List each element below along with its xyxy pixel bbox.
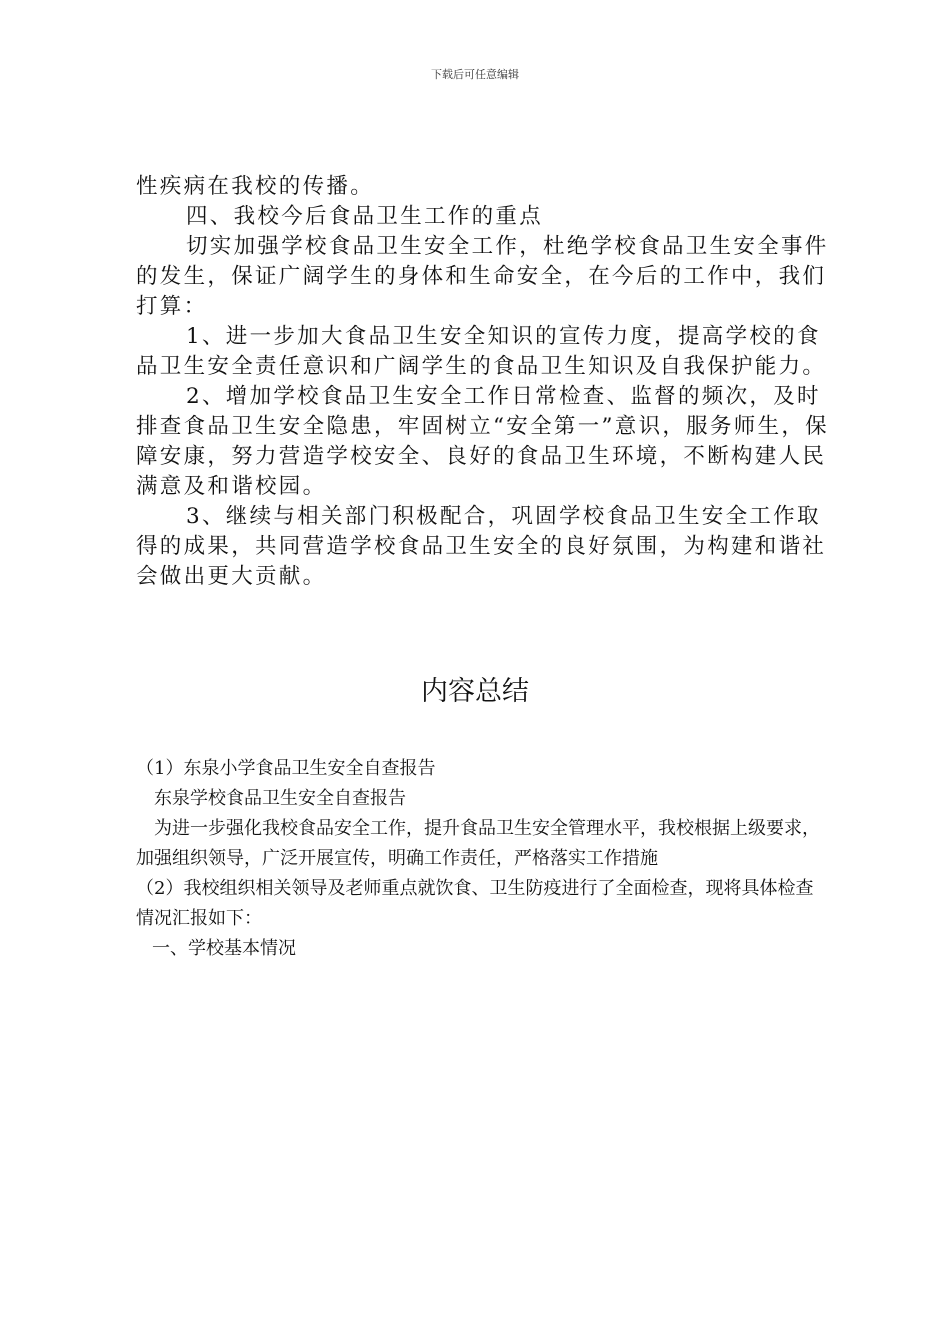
- summary-title: 内容总结: [421, 676, 529, 707]
- summary-body: [136, 754, 826, 964]
- summary-line-2: 东泉学校食品卫生安全自查报告: [154, 788, 406, 809]
- summary-line-1: （1）东泉小学食品卫生安全自查报告: [136, 758, 436, 779]
- list-item-3: 3、继续与相关部门积极配合，巩固学校食品卫生安全工作取得的成果，共同营造学校食品卫生安全的良好氛围，为构建和谐社会做出更大贡献。: [136, 504, 827, 589]
- body-text: [136, 172, 836, 592]
- page-header: 下载后可任意编辑: [431, 68, 519, 81]
- summary-line-5: 一、学校基本情况: [152, 938, 296, 959]
- paragraph-1: 性疾病在我校的传播。: [136, 174, 375, 199]
- list-item-1: 1、进一步加大食品卫生安全知识的宣传力度，提高学校的食品卫生安全责任意识和广阔学生的食品卫生知识及自我保护能力。: [136, 324, 827, 379]
- section-heading-4: 四、我校今后食品卫生工作的重点: [186, 204, 544, 229]
- summary-line-3: 为进一步强化我校食品安全工作，提升食品卫生安全管理水平，我校根据上级要求，加强组织领导，广泛开展宣传，明确工作责任，严格落实工作措施: [136, 818, 820, 869]
- paragraph-intro: 切实加强学校食品卫生安全工作，杜绝学校食品卫生安全事件的发生，保证广阔学生的身体和生命安全，在今后的工作中，我们打算：: [136, 234, 829, 319]
- summary-line-4: （2）我校组织相关领导及老师重点就饮食、卫生防疫进行了全面检查，现将具体检查情况汇报如下：: [136, 878, 814, 929]
- list-item-2: 2、增加学校食品卫生安全工作日常检查、监督的频次，及时排查食品卫生安全隐患，牢固树立“安全第一”意识，服务师生，保障安康，努力营造学校安全、良好的食品卫生环境，不断构建人民满意及和谐校园。: [136, 384, 829, 499]
